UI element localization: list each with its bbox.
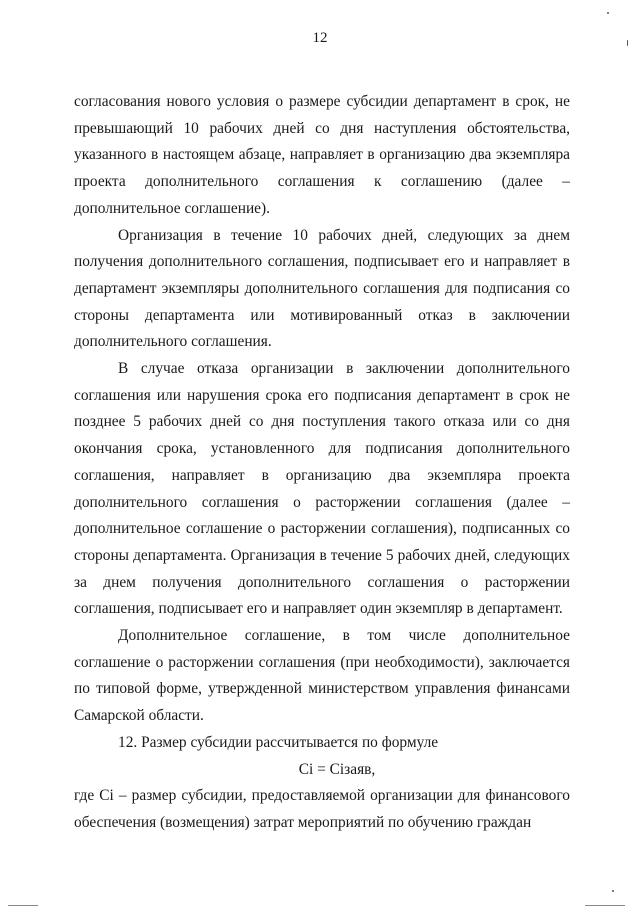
- subsidy-formula: Ci = Ciзаяв,: [298, 760, 376, 778]
- paragraph-section-12: 12. Размер субсидии рассчитывается по формуле: [118, 733, 439, 751]
- paragraph-refusal-case: В случае отказа организации в заключении дополнительного соглашения или нарушения срока его подписания департамент в срок не позднее 5 рабочих дней со дня поступления такого отказа или со дня окончания срока, установленного для подписания дополнительного соглашения, направляет в организацию два экземпляра проекта дополнительного соглашения о расторжении соглашения (далее – дополнительное соглашение о расторжении соглашения), подписанных со стороны департамента. Организация в течение 5 рабочих дней, следующих за днем получения дополнительного соглашения о расторжении соглашения, подписывает его и направляет один экземпляр в департамент.: [74, 360, 570, 618]
- scan-speck: [612, 890, 614, 892]
- document-body: [74, 89, 570, 837]
- paragraph-organization-term: Организация в течение 10 рабочих дней, следующих за днем получения дополнительного соглашения, подписывает его и направляет в департамент экземпляры дополнительного соглашения для подписания со стороны департамента или мотивированный отказ в заключении дополнительного соглашения.: [74, 226, 570, 351]
- scan-edge-line: [585, 905, 625, 906]
- paragraph-formula-definition: где Ci – размер субсидии, предоставляемой организации для финансового обеспечения (возмещения) затрат мероприятий по обучению граждан: [74, 787, 570, 831]
- paragraph-standard-form: Дополнительное соглашение, в том числе дополнительное соглашение о расторжении соглашения (при необходимости), заключается по типовой форме, утвержденной министерством управления финансами Самарской области.: [74, 627, 570, 725]
- paragraph-continuation: согласования нового условия о размере субсидии департамент в срок, не превышающий 10 рабочих дней со дня наступления обстоятельства, указанного в настоящем абзаце, направляет в организацию два экземпляра проекта дополнительного соглашения к соглашению (далее – дополнительное соглашение).: [74, 93, 570, 217]
- scan-speck: [607, 12, 609, 14]
- scan-edge-line: [8, 905, 38, 906]
- page-number: 12: [312, 30, 328, 46]
- scan-speck: [627, 40, 628, 46]
